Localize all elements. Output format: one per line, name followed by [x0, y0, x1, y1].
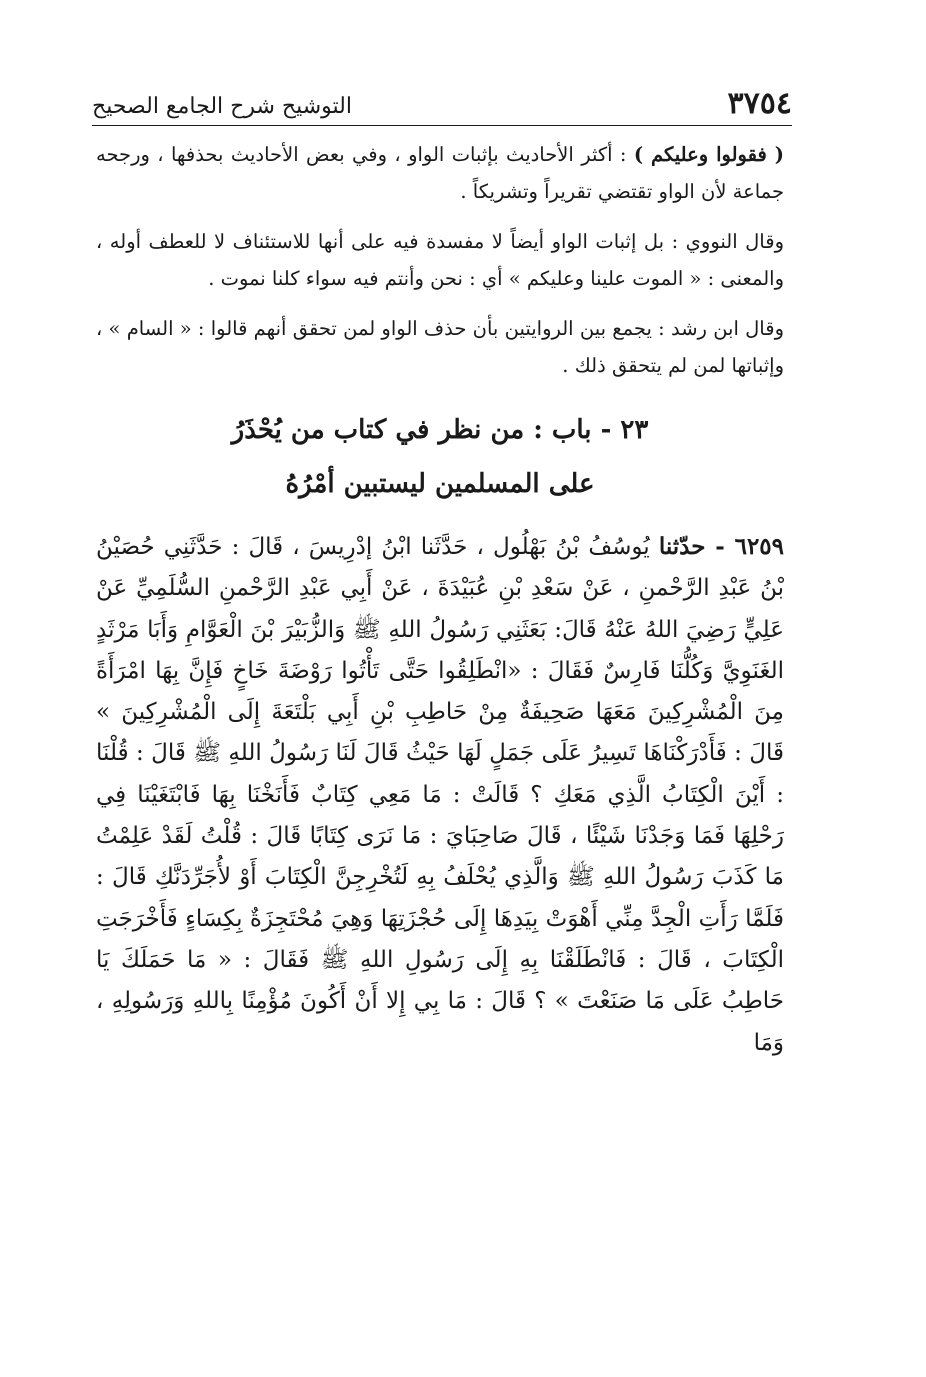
- commentary-paragraph: [96, 223, 784, 297]
- hadith-lead: - حدّثنا: [658, 533, 735, 560]
- hadith-body: يُوسُفُ بْنُ بَهْلُول ، حَدَّثَنا ابْنُ إدْرِيسَ ، قَالَ : حَدَّثَنِي حُصَيْنُ بْنُ عَبْدِ الرَّحْمنِ ، عَنْ سَعْدِ بْنِ عُبَيْدَةَ ، عَنْ أَبِي عَبْدِ الرَّحْمنِ السُّلَمِيِّ عَنْ عَلِيٍّ رَضِيَ اللهُ عَنْهُ قَالَ: بَعَثَنِي رَسُولُ اللهِ ﷺ وَالزُّبَيْرَ بْنَ الْعَوَّامِ وَأَبَا مَرْثَدٍ الغَنَوِيَّ وَكُلُّنَا فَارِسٌ فَقَالَ : «انْطَلِقُوا حَتَّى تَأْتُوا رَوْضَةَ خَاخٍ فَإِنَّ بِهَا امْرَأَةً مِنَ الْمُشْرِكِينَ مَعَهَا صَحِيفَةٌ مِنْ حَاطِبِ بْنِ أَبِي بَلْتَعَةَ إِلَى الْمُشْرِكِينَ » قَالَ : فَأَدْرَكْنَاهَا تَسِيرُ عَلَى جَمَلٍ لَهَا حَيْثُ قَالَ لَنَا رَسُولُ اللهِ ﷺ قَالَ : قُلْنَا : أَيْنَ الْكِتَابُ الَّذِي مَعَكِ ؟ قَالَتْ : مَا مَعِي كِتَابٌ فَأَنَخْنَا بِهَا فَابْتَغَيْنَا فِي رَحْلِهَا فَمَا وَجَدْنَا شَيْئًا ، قَالَ صَاحِبَايَ : مَا نَرَى كِتَابًا قَالَ : قُلْتُ لَقَدْ عَلِمْتُ مَا كَذَبَ رَسُولُ اللهِ ﷺ وَالَّذِي يُحْلَفُ بِهِ لَتُخْرِجِنَّ الْكِتَابَ أَوْ لأُجَرِّدَنَّكِ قَالَ : فَلَمَّا رَأَتِ الْجِدَّ مِنِّي أَهْوَتْ بِيَدِهَا إِلَى حُجْزَتِهَا وَهِيَ مُحْتَجِزَةٌ بِكِسَاءٍ فَأَخْرَجَتِ الْكِتَابَ ، قَالَ : فَانْطَلَقْنَا بِهِ إِلَى رَسُولِ اللهِ ﷺ فَقَالَ : « مَا حَمَلَكَ يَا حَاطِبُ عَلَى مَا صَنَعْتَ » ؟ قَالَ : مَا بِي إِلا أَنْ أَكُونَ مُؤْمِنًا بِاللهِ وَرَسُولِهِ ، وَمَا: [96, 534, 784, 1056]
- running-title: التوشيح شرح الجامع الصحيح: [92, 94, 352, 119]
- commentary-text: : أكثر الأحاديث بإثبات الواو ، وفي بعض الأحاديث بحذفها ، ورجحه جماعة لأن الواو تقتضي تقريراً وتشريكاً .: [96, 143, 784, 203]
- commentary-text: وقال ابن رشد : يجمع بين الروايتين بأن حذف الواو لمن تحقق أنهم قالوا : « السام » ، وإثباتها لمن لم يتحقق ذلك .: [96, 317, 784, 377]
- commentary-paragraph: [96, 136, 784, 210]
- header-rule: [92, 125, 792, 126]
- page-header: [92, 78, 792, 122]
- chapter-heading-line: على المسلمين ليستبين أمْرُهُ: [285, 469, 595, 499]
- commentary-paragraph: [96, 310, 784, 384]
- commentary-text: وقال النووي : بل إثبات الواو أيضاً لا مفسدة فيه على أنها للاستئناف لا للعطف أوله ، والمعنى : « الموت علينا وعليكم » أي : نحن وأنتم فيه سواء كلنا نموت .: [96, 230, 784, 290]
- lemma: ( فقولوا وعليكم ): [633, 143, 784, 166]
- hadith-text: [96, 526, 784, 1064]
- page-number: ٣٧٥٤: [727, 86, 792, 121]
- hadith-number: ٦٢٥٩: [734, 533, 785, 560]
- page-body: [96, 136, 784, 1064]
- chapter-heading-line: ٢٣ - باب : من نظر في كتاب من يُحْذَرُ: [231, 415, 649, 445]
